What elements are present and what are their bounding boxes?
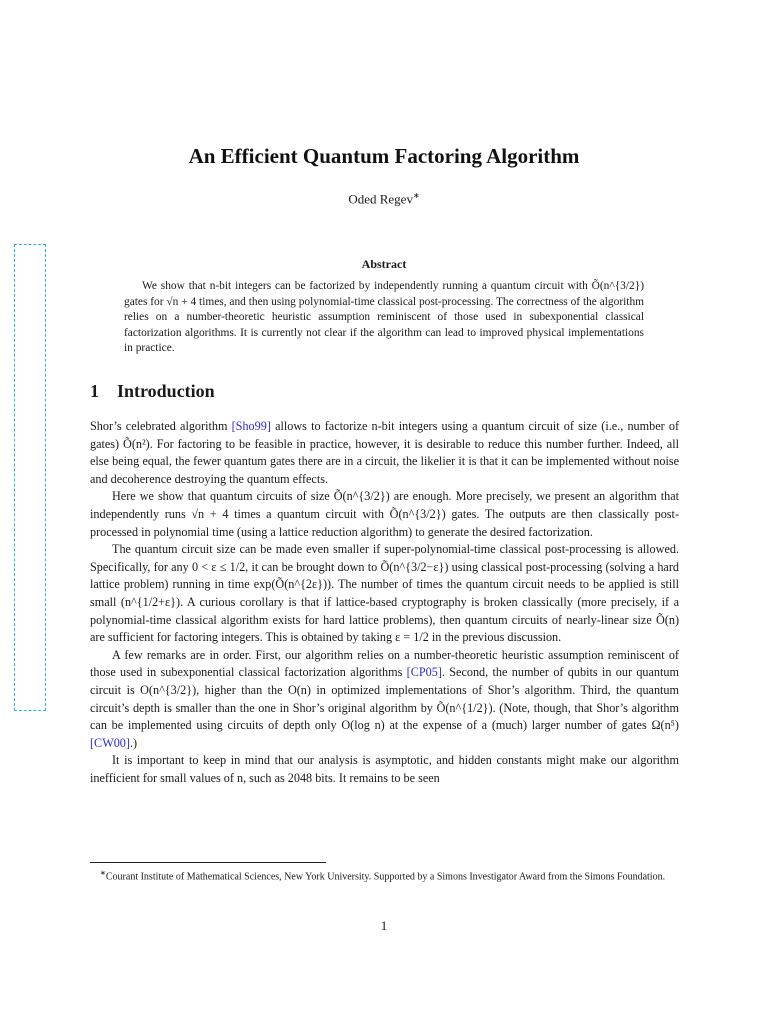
citation-cw00[interactable]: [CW00] [90,735,130,750]
section-number: 1 [90,381,99,401]
footnote-rule [90,862,326,863]
citation-cp05[interactable]: [CP05] [406,665,442,680]
citation-sho99[interactable]: [Sho99] [231,419,271,433]
paragraph-1-text-b: allows to factorize n-bit integers using a quantum circuit of size (i.e., number of gates) Õ(n²). For factoring to be feasible in practice, however, it is desirable to reduce this number further. Indeed, all else being equal, the fewer quantum gates there are in a circuit, the likelier it is that it can be implemented without noise and decoherence destroying the quantum effects. [90,419,680,486]
page-number: 1 [380,918,388,933]
paragraph-1-text-a: Shor’s celebrated algorithm [90,419,232,433]
page-title: An Efficient Quantum Factoring Algorithm [188,144,580,168]
paragraph-2: Here we show that quantum circuits of size Õ(n^{3/2}) are enough. More precisely, we present an algorithm that independently runs √n + 4 times a quantum circuit with Õ(n^{3/2}) gates. The outputs are then classically post-processed in polynomial time (using a lattice reduction algorithm) to generate the desired factorization. [90,489,679,539]
abstract-text: We show that n-bit integers can be factorized by independently running a quantum circuit with Õ(n^{3/2}) gates for √n + 4 times, and then using polynomial-time classical post-processing. The correctness of the algorithm relies on a number-theoretic heuristic assumption reminiscent of those used in subexponential classical factorization algorithms. It is currently not clear if the algorithm can lead to improved physical implementations in practice. [124,280,644,355]
paragraph-1 [90,418,679,488]
paragraph-4-text-c: .) [129,735,138,750]
selection-frame [14,244,46,711]
author-name-text: Oded Regev [348,191,413,207]
section-heading [90,381,215,402]
footnote-mark: ∗ [100,869,106,877]
paragraph-4-text-a: A few remarks are in order. First, our algorithm relies on a number-theoretic heuristic assumption reminiscent of those used in subexponential classical factorization algorithms [90,647,679,680]
paragraph-4-text-b: . Second, the number of qubits in our quantum circuit is O(n^{3/2}), higher than the O(n) in optimized implementations of Shor’s algorithm. Third, the quantum circuit’s depth is smaller than the one in Shor’s original algorithm by Õ(n^{1/2}). (Note, though, that Shor’s algorithm can be implemented using circuits of depth only O(log n) at the expense of a (much) larger number of gates Ω(n⁵) [90,665,679,733]
body-text [90,418,679,787]
abstract-heading: Abstract [361,257,407,271]
author-footnote-mark: ∗ [412,191,420,200]
section-title: Introduction [117,381,215,401]
paragraph-5: It is important to keep in mind that our analysis is asymptotic, and hidden constants might make our algorithm inefficient for small values of n, such as 2048 bits. It remains to be seen [90,753,679,785]
author-name [0,191,768,207]
paragraph-4 [90,647,679,753]
footnote-text: Courant Institute of Mathematical Sciences, New York University. Supported by a Simons Investigator Award from the Simons Foundation. [105,871,666,883]
footnote [90,866,679,884]
paragraph-3: The quantum circuit size can be made even smaller if super-polynomial-time classical post-processing is allowed. Specifically, for any 0 < ε ≤ 1/2, it can be brought down to Õ(n^{3/2−ε}) using classical post-processing (solving a hard lattice problem) running in time exp(Õ(n^{2ε})). The number of times the quantum circuit needs to be applied is still small (n^{1/2+ε}). A curious corollary is that if lattice-based cryptography is broken classically (more precisely, if a polynomial-time classical algorithm exists for hard lattice problems), then quantum circuits of nearly-linear size Õ(n) are sufficient for factoring integers. This is obtained by taking ε = 1/2 in the previous discussion. [90,542,679,645]
